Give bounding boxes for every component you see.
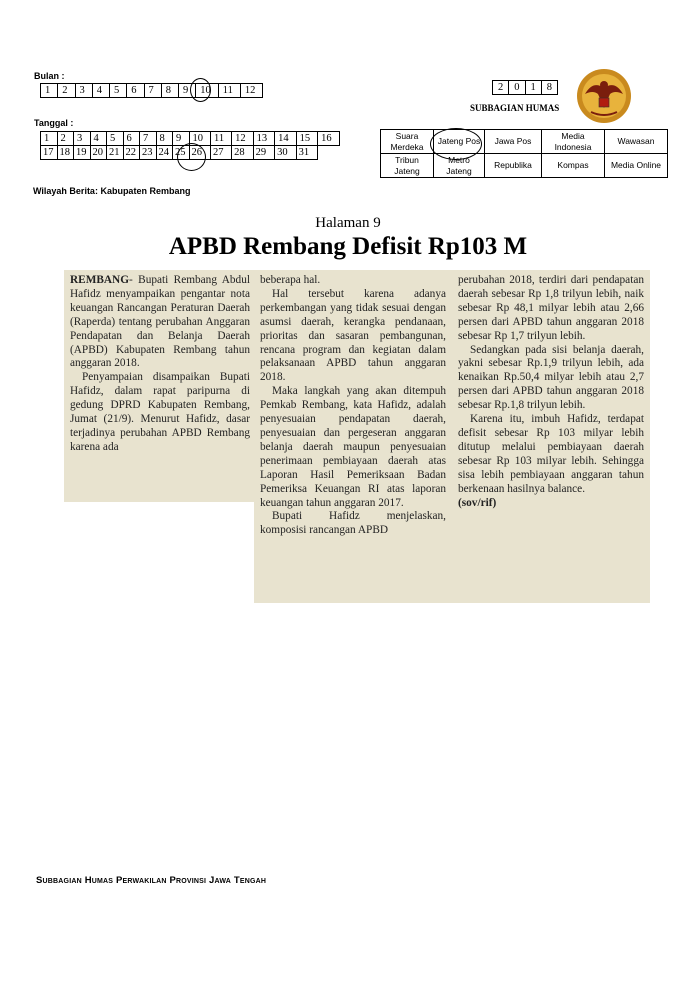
bulan-cell: 2 (58, 84, 75, 98)
tanggal-cell: 30 (275, 146, 297, 160)
office-label: SUBBAGIAN HUMAS (470, 103, 560, 113)
headline: APBD Rembang Defisit Rp103 M (168, 233, 528, 260)
tanggal-cell: 5 (107, 132, 124, 146)
media-outlet-cell: Jawa Pos (485, 130, 542, 154)
bulan-cell: 9 (179, 84, 196, 98)
tanggal-cell: 8 (156, 132, 173, 146)
bulan-cell: 8 (161, 84, 178, 98)
bulan-cell: 7 (144, 84, 161, 98)
media-outlet-cell: Kompas (542, 154, 605, 178)
article-paragraph: Sedangkan pada sisi belanja daerah, yakni sebesar Rp.1,9 trilyun lebih, ada kenaikan Rp.50,4 milyar lebih atau 2,7 persen dari APBD tahun anggaran 2018 sebesar Rp.1,8 trilyun lebih. (458, 343, 644, 412)
year-cell: 0 (509, 81, 525, 95)
tanggal-cell: 29 (253, 146, 275, 160)
media-outlet-cell: Jateng Pos (434, 130, 485, 154)
tanggal-cell: 31 (296, 146, 318, 160)
bulan-cell: 6 (127, 84, 144, 98)
bulan-cell: 11 (218, 84, 240, 98)
bulan-cell: 12 (240, 84, 263, 98)
tanggal-cell: 2 (57, 132, 74, 146)
media-outlet-cell: Media Indonesia (542, 130, 605, 154)
media-outlet-cell: Media Online (605, 154, 668, 178)
footer: Subbagian Humas Perwakilan Provinsi Jawa Tengah (36, 875, 267, 886)
article-paragraph: REMBANG- Bupati Rembang Abdul Hafidz menyampaikan pengantar nota keuangan Rancangan Peraturan Daerah (Raperda) tentang perubahan Anggaran Pendapatan dan Belanja Daerah (APBD) Kabupaten Rembang tahun anggaran 2018. (70, 274, 250, 370)
tanggal-cell: 22 (123, 146, 140, 160)
bulan-cell: 4 (92, 84, 109, 98)
clipping-column-1 (64, 270, 254, 502)
media-outlet-cell: Republika (485, 154, 542, 178)
media-selected-circle (430, 128, 482, 160)
article-paragraph: beberapa hal. (260, 274, 321, 286)
article-paragraph: Maka langkah yang akan ditempuh Pemkab Rembang, kata Hafidz, adalah penyesuaian pendapatan daerah, penyesuaian dan pergeseran anggaran belanja daerah maupun penyesuaian penerimaan pembiayaan daerah atas Laporan Hasil Pemeriksaan Badan Pemeriksa Keuangan RI atas laporan keuangan tahun anggaran 2017. (260, 385, 446, 509)
bulan-cell: 5 (110, 84, 127, 98)
tanggal-cell: 15 (296, 132, 318, 146)
garuda-emblem-icon (575, 68, 633, 124)
tanggal-cell: 1 (41, 132, 58, 146)
page-number: Halaman 9 (315, 215, 381, 231)
tanggal-cell: 11 (211, 132, 232, 146)
article-paragraph: Penyampaian disampaikan Bupati Hafidz, dalam rapat paripurna di gedung DPRD Kabupaten Rembang, Jumat (21/9). Menurut Hafidz, dasar terjadinya perubahan APBD Rembang karena ada (70, 371, 250, 453)
bulan-selected-circle (190, 78, 211, 102)
article-paragraph: perubahan 2018, terdiri dari pendapatan daerah sebesar Rp 1,8 trilyun lebih, naik sebesar Rp 48,1 milyar lebih atau 2,66 persen dari APBD tahun anggaran 2018 sebesar Rp 1,7 trilyun lebih. (458, 274, 644, 342)
year-cell: 8 (541, 81, 557, 95)
tanggal-cell: 25 (173, 146, 190, 160)
tanggal-cell: 14 (275, 132, 297, 146)
tanggal-selected-circle (177, 143, 206, 171)
media-outlet-cell: Suara Merdeka (381, 130, 434, 154)
tanggal-cell: 23 (140, 146, 157, 160)
article-paragraph: Hal tersebut karena adanya perkembangan yang tidak sesuai dengan asumsi daerah, kerangka pendanaan, prioritas dan sasaran pembangunan, rencana program dan kegiatan dalam pelaksanaan APBD tahun anggaran 2018. (260, 287, 446, 384)
tanggal-cell: 24 (156, 146, 173, 160)
tanggal-cell: 28 (232, 146, 254, 160)
tanggal-cell: 27 (211, 146, 232, 160)
media-outlet-cell: Metro Jateng (434, 154, 485, 178)
bulan-label: Bulan : (34, 71, 65, 81)
tanggal-cell: 17 (41, 146, 58, 160)
tanggal-cell: 13 (253, 132, 275, 146)
clipping-columns-2-3 (254, 270, 650, 603)
article-paragraph: Karena itu, imbuh Hafidz, terdapat defisit sebesar Rp 103 milyar lebih ditutup melalui pembiayaan daerah sebesar Rp 103 milyar lebih. Sehingga sisa lebih pembiayaan anggaran tahun berkenaan hasilnya balance. (458, 413, 644, 495)
tanggal-cell: 3 (74, 132, 91, 146)
year-cell: 2 (493, 81, 509, 95)
article-signature: (sov/rif) (458, 496, 497, 509)
tanggal-cell: 18 (57, 146, 74, 160)
media-outlet-cell: Wawasan (605, 130, 668, 154)
bulan-cell: 1 (41, 84, 58, 98)
tanggal-cell: 21 (107, 146, 124, 160)
year-table (492, 80, 558, 95)
bulan-table (40, 83, 263, 98)
tanggal-cell: 6 (123, 132, 140, 146)
article-paragraph: Bupati Hafidz menjelaskan, komposisi rancangan APBD (260, 510, 446, 537)
tanggal-cell: 16 (318, 132, 340, 146)
media-outlet-cell: Tribun Jateng (381, 154, 434, 178)
dateline: REMBANG (70, 274, 129, 286)
tanggal-cell: 4 (90, 132, 107, 146)
bulan-cell: 3 (75, 84, 92, 98)
tanggal-cell: 12 (232, 132, 254, 146)
tanggal-cell: 7 (140, 132, 157, 146)
tanggal-cell: 10 (189, 132, 211, 146)
media-table (380, 129, 668, 178)
tanggal-cell: 9 (173, 132, 190, 146)
wilayah-label: Wilayah Berita: Kabupaten Rembang (33, 186, 191, 196)
year-cell: 1 (525, 81, 541, 95)
tanggal-cell: 19 (74, 146, 91, 160)
tanggal-label: Tanggal : (34, 118, 74, 128)
tanggal-cell: 20 (90, 146, 107, 160)
tanggal-cell: 26 (189, 146, 211, 160)
bulan-cell: 10 (196, 84, 219, 98)
